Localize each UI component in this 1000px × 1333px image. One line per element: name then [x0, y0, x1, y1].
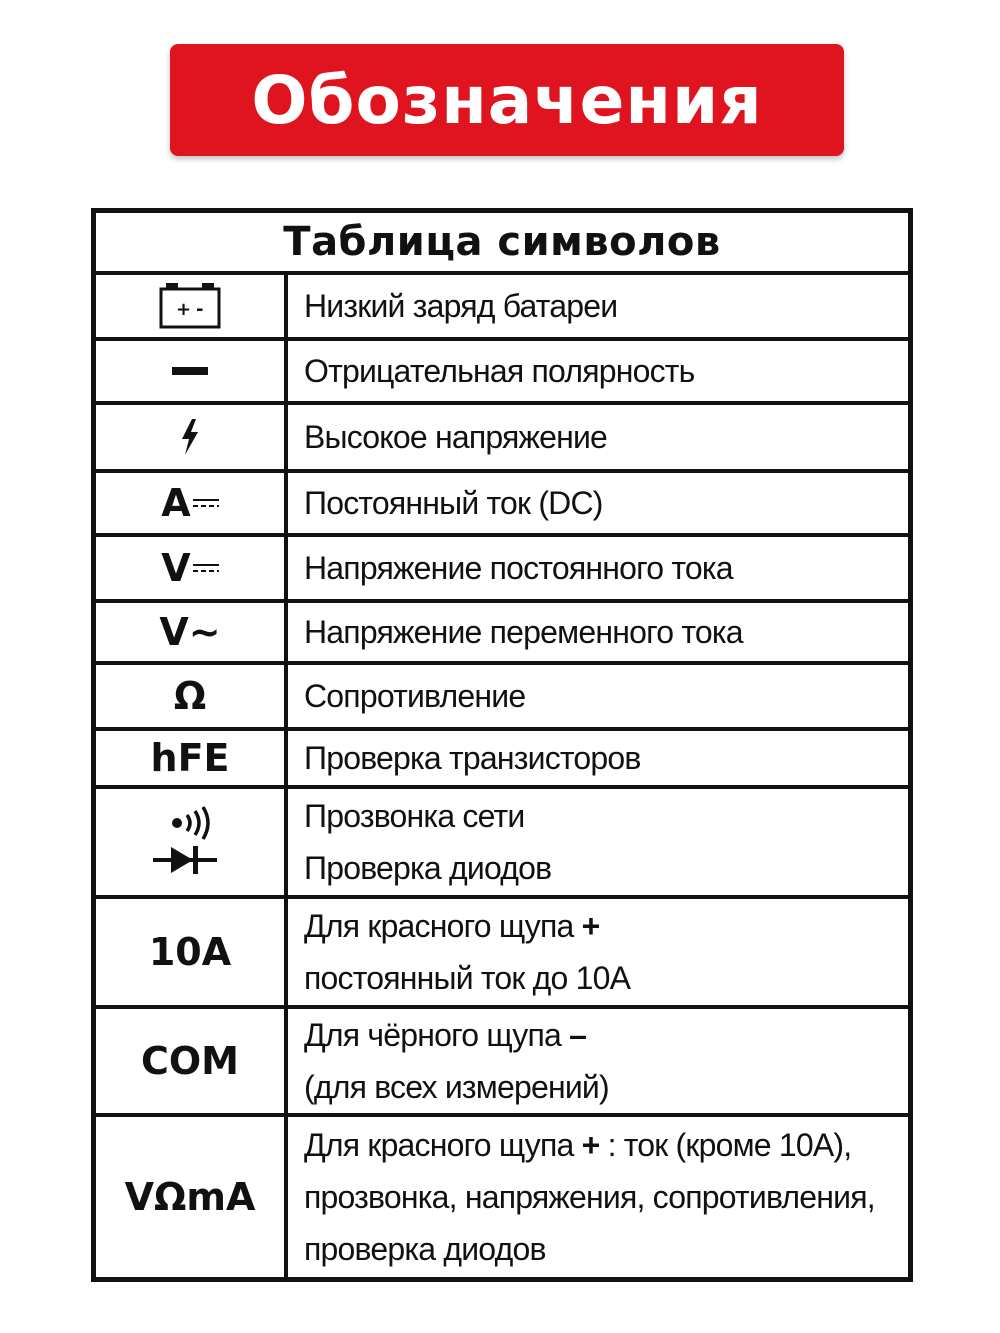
symbol-cell: [96, 899, 288, 1005]
symbol-cell: [96, 603, 288, 661]
description-text: Для красного щупа: [304, 1127, 574, 1163]
symbol-cell: [96, 731, 288, 785]
symbol-text: 10A: [148, 930, 232, 974]
symbol-text: V~: [159, 610, 221, 654]
description-line: [304, 1009, 908, 1061]
description-text: постоянный ток до 10А: [304, 960, 631, 996]
symbol-text: A: [161, 481, 191, 525]
description-cell: [288, 473, 908, 533]
dc-icon: [193, 496, 219, 510]
description-cell: [288, 731, 908, 785]
symbol-table: [91, 208, 913, 1282]
table-title: Таблица символов: [283, 219, 721, 265]
continuity-diode-icon: [149, 805, 231, 879]
table-row: [96, 341, 908, 405]
symbol-cell: [96, 537, 288, 599]
lightning-icon: [176, 417, 204, 457]
table-row: [96, 1117, 908, 1277]
table-row: [96, 275, 908, 341]
description-text: Проверка диодов: [304, 850, 552, 886]
description-cell: [288, 275, 908, 337]
symbol-text: VΩmA: [124, 1175, 256, 1219]
symbol-cell: [96, 275, 288, 337]
banner-title: Обозначения: [251, 61, 763, 139]
symbol-cell: [96, 789, 288, 895]
description-text: : ток (кроме 10А),: [607, 1127, 852, 1163]
table-header: [96, 213, 908, 275]
description-text: проверка диодов: [304, 1231, 546, 1267]
description-text: Отрицательная полярность: [304, 353, 695, 389]
plus-mark: +: [581, 1127, 600, 1163]
description-text: Постоянный ток (DC): [304, 485, 603, 521]
description-text: Высокое напряжение: [304, 419, 608, 455]
symbol-cell: [96, 1117, 288, 1277]
description-cell: [288, 537, 908, 599]
description-text: Для красного щупа: [304, 908, 574, 944]
symbol-text: V: [161, 546, 191, 590]
description-cell: [288, 405, 908, 469]
description-cell: [288, 789, 908, 895]
description-cell: [288, 899, 908, 1005]
symbol-text: Ω: [173, 674, 207, 718]
description-cell: [288, 1009, 908, 1113]
description-cell: [288, 341, 908, 401]
battery-icon: [158, 281, 222, 331]
svg-text:-: -: [196, 299, 204, 320]
description-text: Сопротивление: [304, 678, 526, 714]
description-line: [304, 1119, 908, 1171]
description-text: Напряжение переменного тока: [304, 614, 743, 650]
table-row: [96, 537, 908, 603]
symbol-cell: [96, 341, 288, 401]
svg-text:+: +: [176, 299, 192, 320]
table-row: [96, 1009, 908, 1117]
plus-mark: +: [581, 908, 600, 944]
description-text: Проверка транзисторов: [304, 740, 641, 776]
symbol-text: hFE: [150, 736, 230, 780]
description-text: Напряжение постоянного тока: [304, 550, 733, 586]
dc-icon: [193, 561, 219, 575]
symbol-cell: [96, 473, 288, 533]
minus-mark: –: [569, 1017, 587, 1053]
table-row: [96, 789, 908, 899]
description-cell: [288, 603, 908, 661]
description-text: Низкий заряд батареи: [304, 288, 618, 324]
symbol-cell: [96, 1009, 288, 1113]
symbol-cell: [96, 665, 288, 727]
table-row: [96, 731, 908, 789]
table-row: [96, 665, 908, 731]
table-row: [96, 473, 908, 537]
description-line: [304, 900, 908, 952]
symbol-cell: [96, 405, 288, 469]
table-row: [96, 405, 908, 473]
description-text: прозвонка, напряжения, сопротивления,: [304, 1179, 875, 1215]
minus-icon: [170, 365, 210, 377]
description-text: Для чёрного щупа: [304, 1017, 561, 1053]
table-row: [96, 899, 908, 1009]
description-text: (для всех измерений): [304, 1069, 609, 1105]
table-row: [96, 603, 908, 665]
title-banner: [170, 44, 844, 156]
symbol-text: COM: [140, 1039, 239, 1083]
description-cell: [288, 665, 908, 727]
description-text: Прозвонка сети: [304, 798, 525, 834]
description-cell: [288, 1117, 908, 1277]
